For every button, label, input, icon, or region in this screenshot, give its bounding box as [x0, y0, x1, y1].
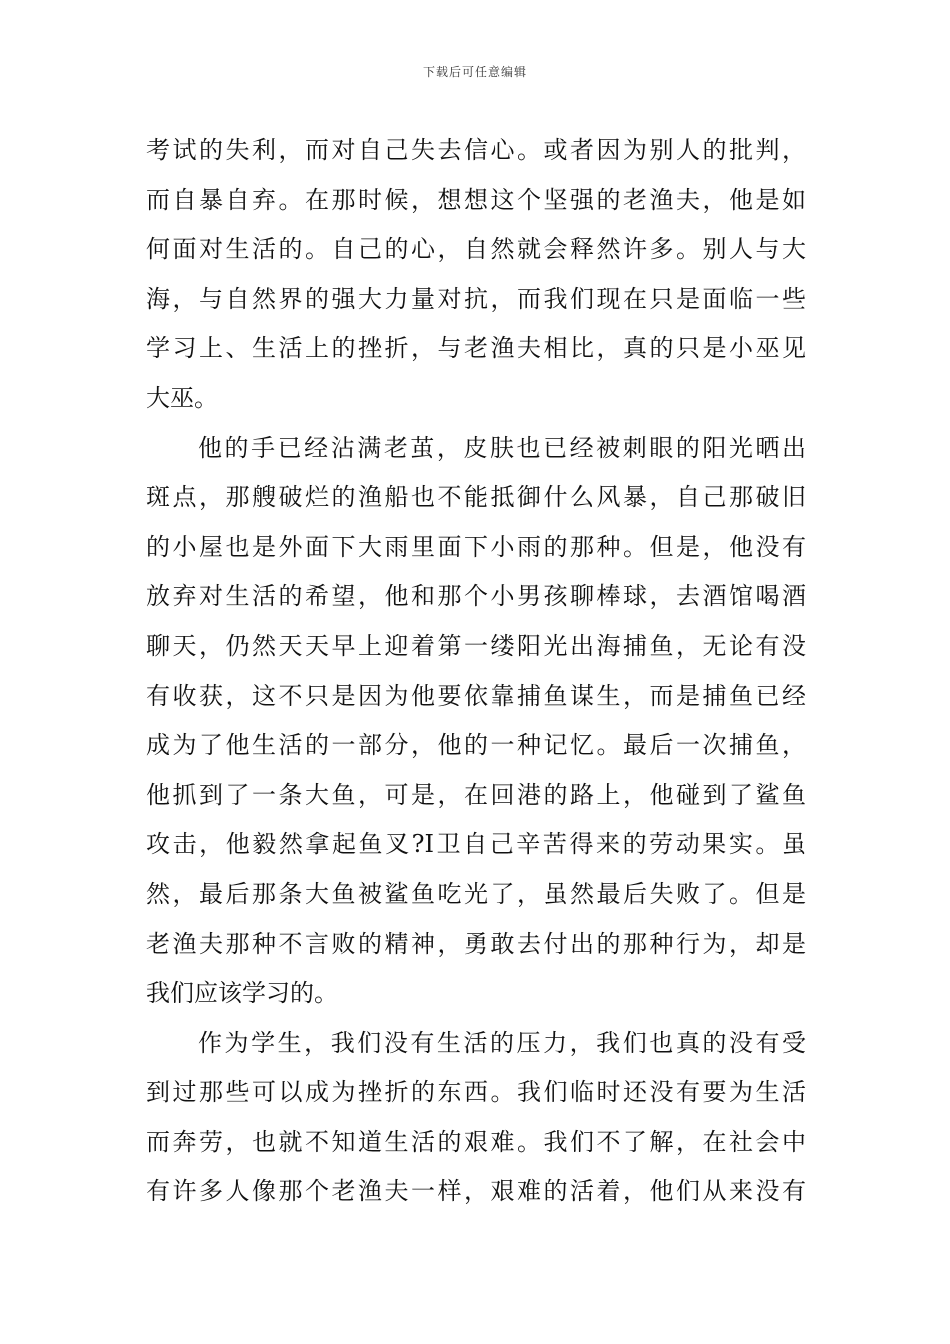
text-line: 有收获，这不只是因为他要依靠捕鱼谋生，而是捕鱼已经 — [146, 681, 806, 710]
text-line: 放弃对生活的希望，他和那个小男孩聊棒球，去酒馆喝酒 — [146, 582, 806, 611]
text-line: 作为学生，我们没有生活的压力，我们也真的没有受 — [198, 1028, 806, 1057]
text-line: 斑点，那艘破烂的渔船也不能抵御什么风暴，自己那破旧 — [146, 483, 806, 512]
text-line: 考试的失利，而对自己失去信心。或者因为别人的批判， — [146, 136, 806, 164]
text-line: 的小屋也是外面下大雨里面下小雨的那种。但是，他没有 — [146, 532, 806, 561]
text-line: 到过那些可以成为挫折的东西。我们临时还没有要为生活 — [146, 1078, 806, 1107]
text-line: 学习上、生活上的挫折，与老渔夫相比，真的只是小巫见 — [146, 334, 806, 363]
text-line: 老渔夫那种不言败的精神，勇敢去付出的那种行为，却是 — [146, 929, 806, 958]
text-line: 海，与自然界的强大力量对抗，而我们现在只是面临一些 — [146, 284, 806, 313]
document-body — [146, 126, 806, 1217]
text-line: 聊天，仍然天天早上迎着第一缕阳光出海捕鱼，无论有没 — [146, 631, 806, 660]
page-header: 下载后可任意编辑 — [422, 65, 527, 79]
text-line: 何面对生活的。自己的心，自然就会释然许多。别人与大 — [146, 235, 806, 264]
text-line: 他的手已经沾满老茧，皮肤也已经被刺眼的阳光晒出 — [198, 433, 806, 462]
paragraph — [146, 424, 806, 1019]
text-line: 他抓到了一条大鱼，可是，在回港的路上，他碰到了鲨鱼 — [146, 780, 806, 809]
text-line: 然，最后那条大鱼被鲨鱼吃光了，虽然最后失败了。但是 — [146, 879, 806, 908]
text-line: 而奔劳，也就不知道生活的艰难。我们不了解，在社会中 — [146, 1127, 806, 1156]
paragraph — [146, 1019, 806, 1217]
paragraph — [146, 126, 806, 424]
text-line: 成为了他生活的一部分，他的一种记忆。最后一次捕鱼， — [146, 731, 806, 760]
text-line: 攻击，他毅然拿起鱼叉?I卫自己辛苦得来的劳动果实。虽 — [146, 830, 806, 859]
text-line: 有许多人像那个老渔夫一样，艰难的活着，他们从来没有 — [146, 1177, 806, 1206]
text-line: 而自暴自弃。在那时候，想想这个坚强的老渔夫，他是如 — [146, 185, 806, 214]
text-line: 大巫。 — [146, 383, 218, 412]
text-line: 我们应该学习的。 — [146, 979, 338, 1008]
